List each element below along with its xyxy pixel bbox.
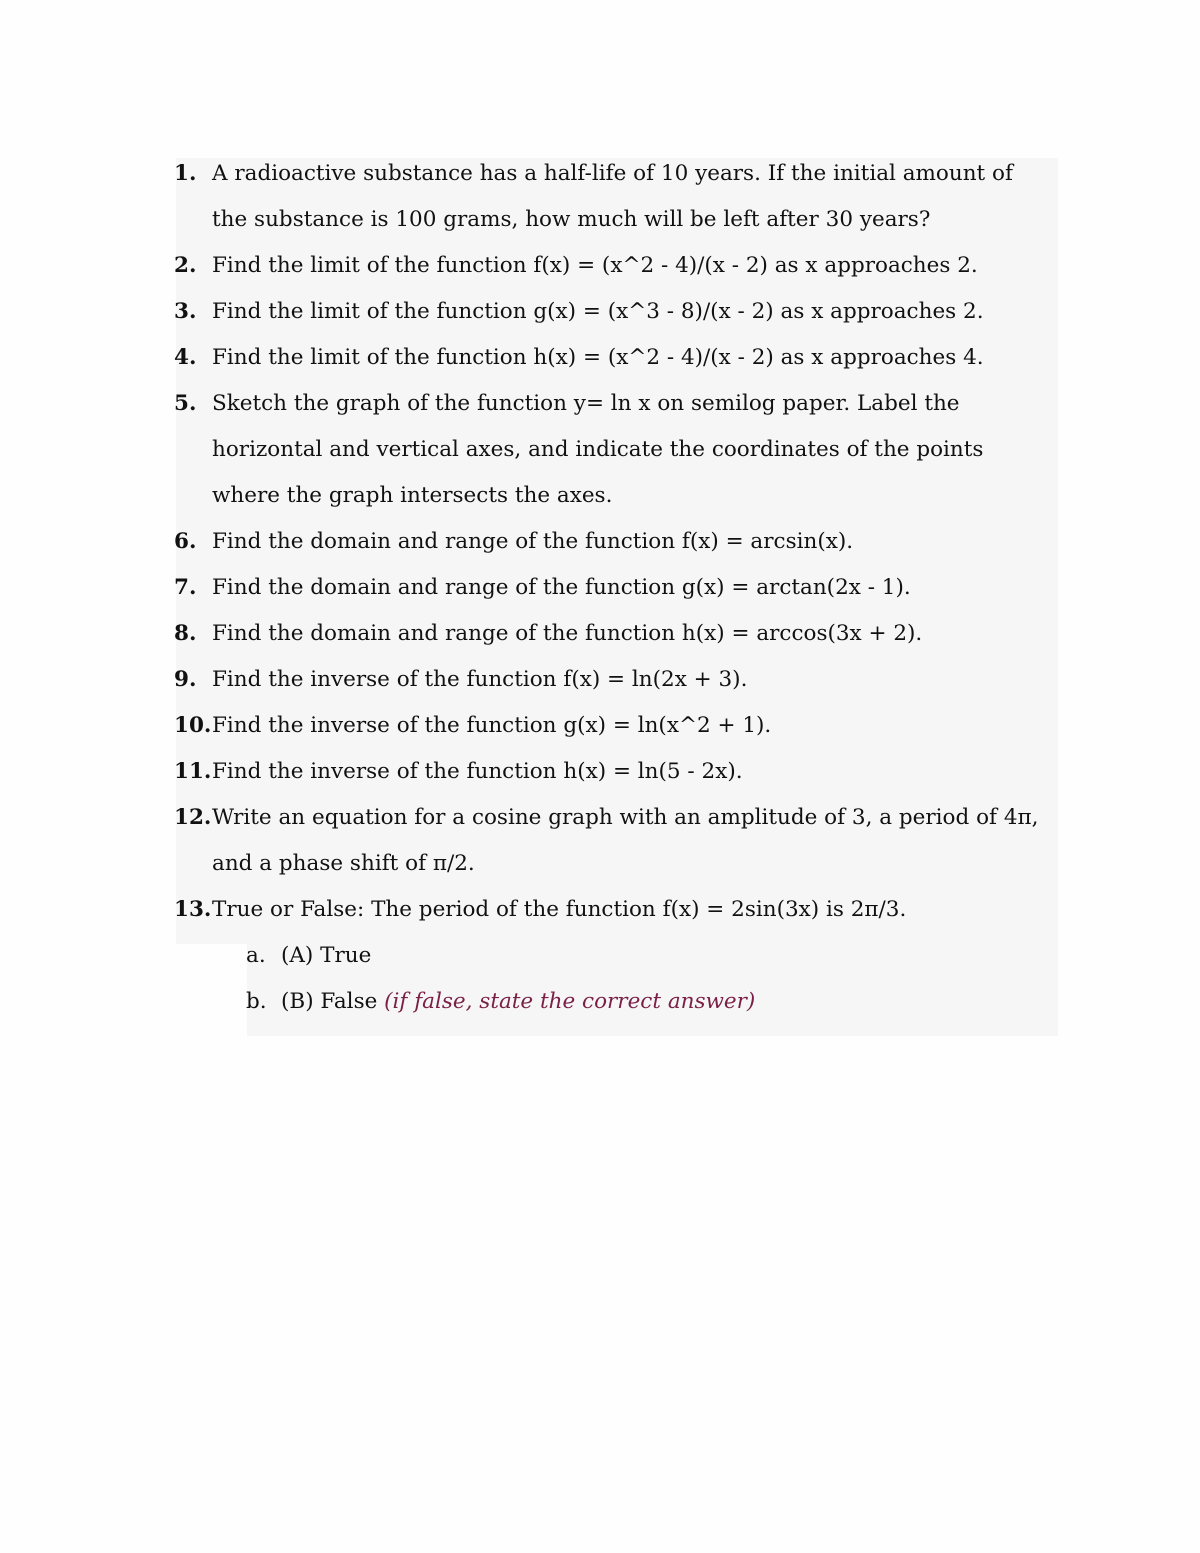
question-number: 10. bbox=[174, 713, 212, 738]
question-5 bbox=[0, 381, 1042, 519]
question-list bbox=[0, 151, 1200, 1025]
option-a bbox=[0, 933, 1200, 979]
question-number: 7. bbox=[174, 575, 197, 600]
question-text: A radioactive substance has a half-life of 10 years. If the initial amount of the substance is 100 grams, how much will be left after 30 years? bbox=[212, 161, 1013, 232]
question-number: 3. bbox=[174, 299, 197, 324]
question-text: Find the limit of the function h(x) = (x^2 - 4)/(x - 2) as x approaches 4. bbox=[212, 345, 984, 370]
question-text: Find the domain and range of the function f(x) = arcsin(x). bbox=[212, 529, 854, 554]
question-text: Find the inverse of the function f(x) = ln(2x + 3). bbox=[212, 667, 748, 692]
question-number: 9. bbox=[174, 667, 197, 692]
question-1 bbox=[0, 151, 1042, 243]
question-text: Write an equation for a cosine graph with an amplitude of 3, a period of 4π, and a phase shift of π/2. bbox=[212, 805, 1039, 876]
option-text: (B) False bbox=[281, 989, 378, 1014]
option-text: (A) True bbox=[281, 943, 372, 968]
question-number: 5. bbox=[174, 391, 197, 416]
option-letter: b. bbox=[246, 989, 267, 1014]
question-text: Find the domain and range of the function g(x) = arctan(2x - 1). bbox=[212, 575, 911, 600]
question-12 bbox=[0, 795, 1042, 887]
question-7 bbox=[0, 565, 1042, 611]
option-letter: a. bbox=[246, 943, 266, 968]
question-11 bbox=[0, 749, 1042, 795]
question-2 bbox=[0, 243, 1042, 289]
question-number: 12. bbox=[174, 805, 212, 830]
question-3 bbox=[0, 289, 1042, 335]
option-hint: (if false, state the correct answer) bbox=[384, 989, 756, 1014]
question-text: Find the limit of the function g(x) = (x^3 - 8)/(x - 2) as x approaches 2. bbox=[212, 299, 984, 324]
question-13 bbox=[0, 887, 1042, 933]
question-number: 11. bbox=[174, 759, 212, 784]
question-text: Sketch the graph of the function y= ln x on semilog paper. Label the horizontal and vertical axes, and indicate the coordinates of the points where the graph intersects the axes. bbox=[212, 391, 984, 508]
question-number: 8. bbox=[174, 621, 197, 646]
question-text: Find the inverse of the function g(x) = ln(x^2 + 1). bbox=[212, 713, 772, 738]
question-10 bbox=[0, 703, 1042, 749]
question-number: 4. bbox=[174, 345, 197, 370]
question-text: Find the domain and range of the function h(x) = arccos(3x + 2). bbox=[212, 621, 923, 646]
question-4 bbox=[0, 335, 1042, 381]
question-8 bbox=[0, 611, 1042, 657]
question-number: 6. bbox=[174, 529, 197, 554]
question-9 bbox=[0, 657, 1042, 703]
question-text: Find the inverse of the function h(x) = ln(5 - 2x). bbox=[212, 759, 743, 784]
question-text: True or False: The period of the function f(x) = 2sin(3x) is 2π/3. bbox=[212, 897, 907, 922]
question-number: 13. bbox=[174, 897, 212, 922]
option-b bbox=[0, 979, 1200, 1025]
question-number: 2. bbox=[174, 253, 197, 278]
question-text: Find the limit of the function f(x) = (x^2 - 4)/(x - 2) as x approaches 2. bbox=[212, 253, 978, 278]
question-number: 1. bbox=[174, 161, 197, 186]
question-6 bbox=[0, 519, 1042, 565]
